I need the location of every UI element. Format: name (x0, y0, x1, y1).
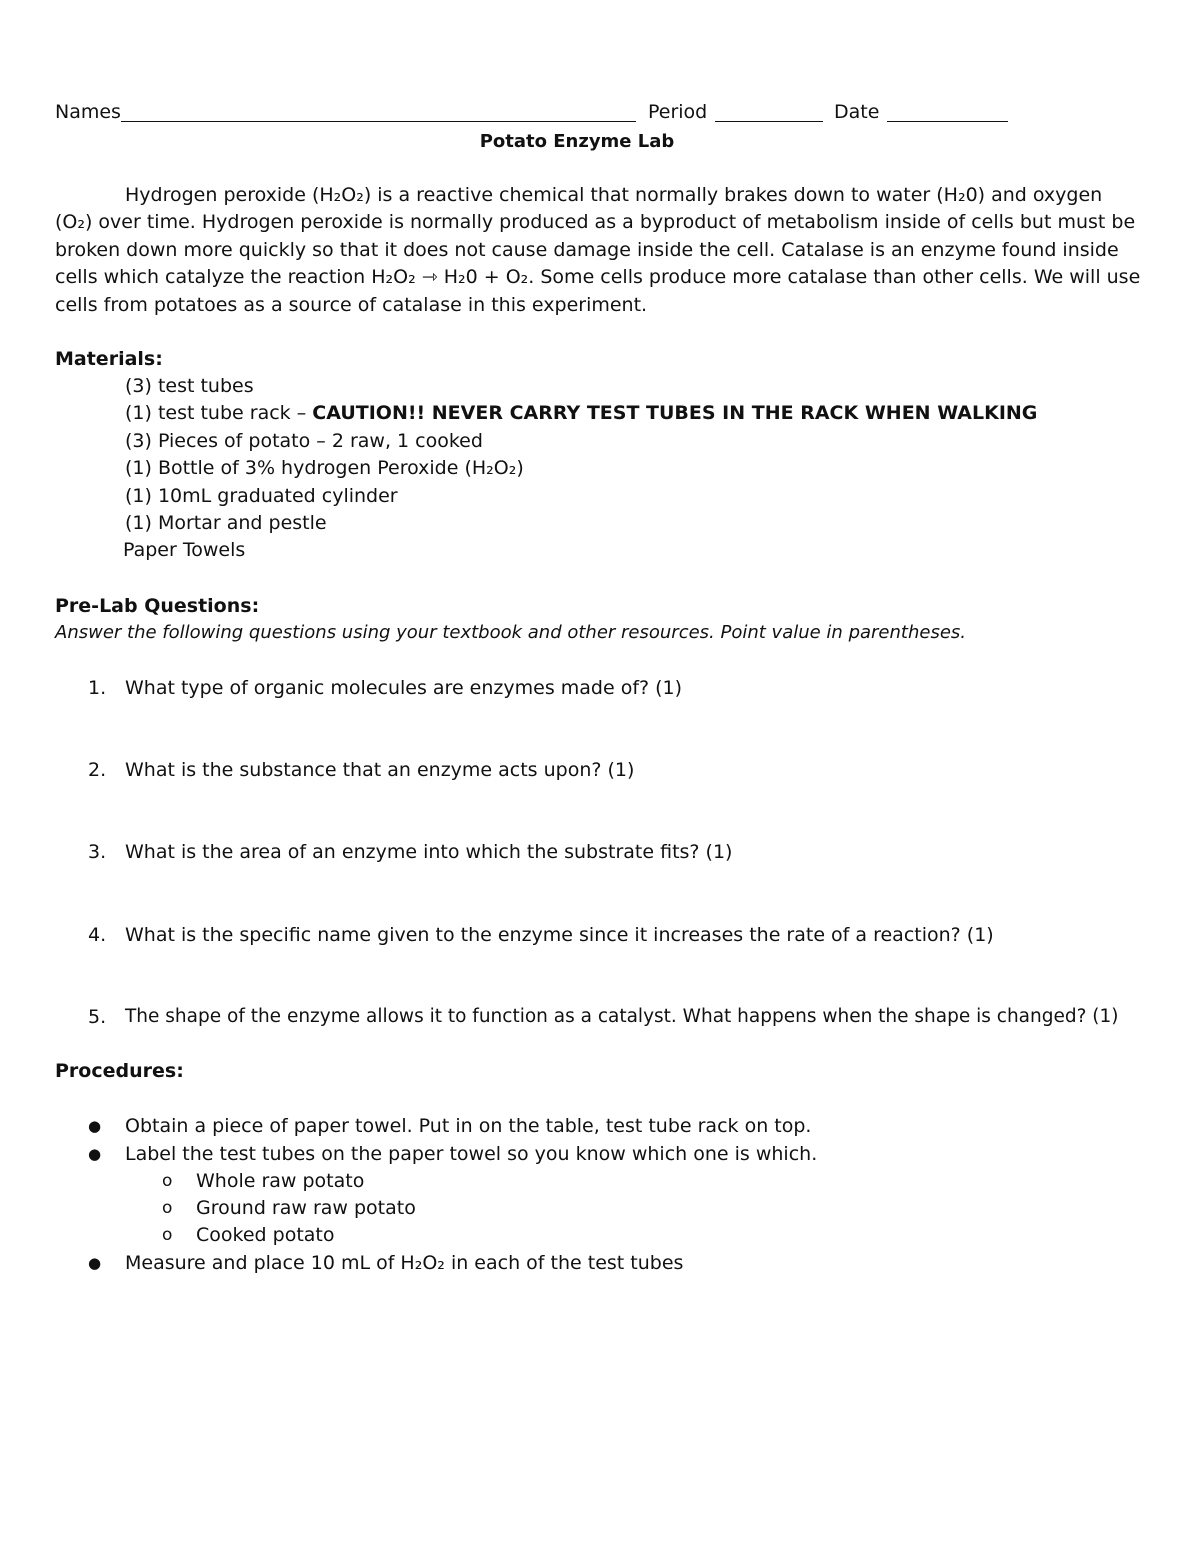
hollow-bullet-icon: o (162, 1198, 173, 1218)
materials-heading: Materials: (55, 348, 163, 370)
date-blank[interactable] (887, 121, 1008, 122)
caution-warning: CAUTION!! NEVER CARRY TEST TUBES IN THE RACK WHEN WALKING (312, 402, 1038, 424)
question-number: 1. (88, 677, 107, 699)
material-item: (3) test tubes (125, 375, 254, 397)
names-label: Names (55, 101, 121, 123)
procedures-heading: Procedures: (55, 1060, 184, 1082)
intro-line: broken down more quickly so that it does not cause damage inside the cell. Catalase is an enzyme found inside (55, 238, 1119, 261)
intro-line: cells from potatoes as a source of catalase in this experiment. (55, 293, 648, 316)
procedure-substep-text: Ground raw raw potato (196, 1197, 416, 1219)
material-item: (3) Pieces of potato – 2 raw, 1 cooked (125, 430, 483, 452)
question-text: What type of organic molecules are enzymes made of? (1) (125, 677, 683, 699)
names-blank[interactable] (121, 121, 636, 122)
bullet-icon: ● (88, 1254, 102, 1272)
date-label: Date (834, 101, 880, 123)
material-item-label: (1) test tube rack – (125, 402, 307, 424)
question-number: 4. (88, 924, 107, 946)
period-blank[interactable] (715, 121, 823, 122)
question-number: 3. (88, 841, 107, 863)
hollow-bullet-icon: o (162, 1171, 173, 1191)
intro-line: Hydrogen peroxide (H₂O₂) is a reactive chemical that normally brakes down to water (H₂0) and oxygen (125, 184, 1103, 206)
question-text: What is the specific name given to the enzyme since it increases the rate of a reaction? (1) (125, 924, 994, 946)
intro-line: (O₂) over time. Hydrogen peroxide is normally produced as a byproduct of metabolism inside of cells but must be (55, 211, 1136, 234)
material-item: Paper Towels (123, 539, 246, 561)
question-text: What is the substance that an enzyme acts upon? (1) (125, 759, 635, 781)
period-label: Period (648, 101, 708, 123)
material-item (125, 402, 1037, 424)
hollow-bullet-icon: o (162, 1225, 173, 1245)
question-text: The shape of the enzyme allows it to function as a catalyst. What happens when the shape is changed? (1) (125, 1006, 1119, 1027)
page-title: Potato Enzyme Lab (479, 131, 675, 152)
procedure-substep-text: Whole raw potato (196, 1170, 365, 1192)
material-item: (1) Mortar and pestle (125, 512, 327, 534)
procedure-step-text: Measure and place 10 mL of H₂O₂ in each of the test tubes (125, 1252, 684, 1274)
question-text: What is the area of an enzyme into which the substrate fits? (1) (125, 841, 733, 863)
question-number: 2. (88, 759, 107, 781)
material-item: (1) 10mL graduated cylinder (125, 485, 398, 507)
intro-line: cells which catalyze the reaction H₂O₂ ⇾ H₂0 + O₂. Some cells produce more catalase than other cells. We will use (55, 266, 1141, 289)
intro-paragraph (55, 182, 1145, 319)
procedure-step-text: Label the test tubes on the paper towel so you know which one is which. (125, 1143, 818, 1165)
bullet-icon: ● (88, 1117, 102, 1135)
procedure-step-text: Obtain a piece of paper towel. Put in on the table, test tube rack on top. (125, 1115, 812, 1137)
prelab-instructions: Answer the following questions using your textbook and other resources. Point value in parentheses. (55, 622, 966, 643)
material-item: (1) Bottle of 3% hydrogen Peroxide (H₂O₂) (125, 457, 524, 479)
bullet-icon: ● (88, 1145, 102, 1163)
procedure-substep-text: Cooked potato (196, 1224, 335, 1246)
question-number: 5. (88, 1006, 107, 1028)
prelab-heading: Pre-Lab Questions: (55, 595, 260, 617)
